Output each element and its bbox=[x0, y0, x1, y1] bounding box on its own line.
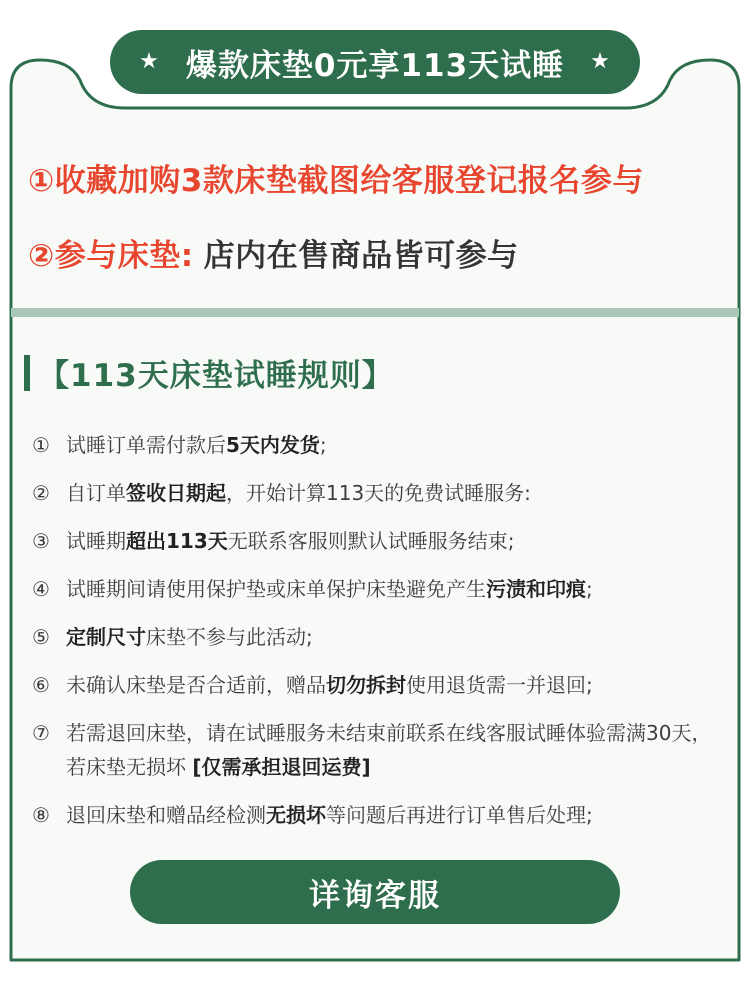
rule-text-part: 试睡订单需付款后 bbox=[66, 433, 226, 457]
star-icon-right: ★ bbox=[590, 49, 611, 74]
rule-text-bold: 5天内发货 bbox=[226, 433, 320, 457]
rule-text-bold: 切勿拆封 bbox=[326, 673, 406, 697]
rule-text-part: 床垫不参与此活动; bbox=[146, 625, 313, 649]
promo-line-2-label: ②参与床垫: bbox=[28, 238, 194, 274]
rule-text-part: 试睡期间请使用保护垫或床单保护床垫避免产生 bbox=[66, 577, 486, 601]
rule-number: ③ bbox=[32, 529, 50, 553]
title-banner bbox=[110, 30, 640, 94]
rule-text-part: 若需退回床垫，请在试睡服务未结束前联系在线客服试睡体验需满30天，若床垫无损坏 bbox=[66, 721, 712, 779]
star-icon-left: ★ bbox=[139, 49, 160, 74]
rule-number: ① bbox=[32, 433, 50, 457]
rule-text-part: 无联系客服则默认试睡服务结束; bbox=[227, 529, 515, 553]
rule-item bbox=[32, 428, 722, 462]
rule-item bbox=[32, 476, 722, 510]
rule-item bbox=[32, 524, 722, 558]
rule-text bbox=[66, 476, 722, 510]
rule-text-part: 退回床垫和赠品经检测 bbox=[66, 803, 266, 827]
rule-text-bold: 签收日期起 bbox=[126, 481, 226, 505]
section-divider bbox=[11, 308, 739, 317]
rule-text-bold: 超出113天 bbox=[126, 529, 228, 553]
rule-number: ⑤ bbox=[32, 625, 50, 649]
rule-text-part: ; bbox=[586, 577, 593, 601]
rule-text bbox=[66, 428, 722, 462]
contact-service-button[interactable]: 详询客服 bbox=[130, 860, 620, 924]
rule-text-bold: 污渍和印痕 bbox=[486, 577, 586, 601]
rule-text bbox=[66, 798, 722, 832]
rules-header bbox=[24, 350, 394, 395]
rule-text-part: 使用退货需一并退回; bbox=[406, 673, 593, 697]
rule-text bbox=[66, 524, 722, 558]
rule-text bbox=[66, 716, 722, 784]
rule-item bbox=[32, 716, 722, 784]
rule-item bbox=[32, 798, 722, 832]
banner-title: 爆款床垫0元享113天试睡 bbox=[185, 47, 565, 84]
rule-item bbox=[32, 668, 722, 702]
rule-text-part: 等问题后再进行订单售后处理; bbox=[326, 803, 593, 827]
rule-text bbox=[66, 668, 722, 702]
rule-text-bold: [仅需承担退回运费] bbox=[192, 755, 371, 779]
rule-text bbox=[66, 572, 722, 606]
rules-header-title: 【113天床垫试睡规则】 bbox=[38, 358, 394, 394]
rule-number: ④ bbox=[32, 577, 50, 601]
promo-line-1: ①收藏加购3款床垫截图给客服登记报名参与 bbox=[28, 163, 644, 199]
rule-text-part: ，开始计算113天的免费试睡服务: bbox=[226, 481, 531, 505]
rule-text-part: ; bbox=[319, 433, 327, 457]
rule-text-part: 未确认床垫是否合适前，赠品 bbox=[66, 673, 326, 697]
rule-text-bold: 定制尺寸 bbox=[66, 625, 146, 649]
rules-list bbox=[32, 428, 722, 846]
rule-number: ⑧ bbox=[32, 803, 50, 827]
header-accent-bar bbox=[24, 355, 30, 391]
rule-text bbox=[66, 620, 722, 654]
rule-item bbox=[32, 572, 722, 606]
rule-text-part: 试睡期 bbox=[66, 529, 126, 553]
rule-number: ② bbox=[32, 481, 50, 505]
rule-item bbox=[32, 620, 722, 654]
promo-line-2-value: 店内在售商品皆可参与 bbox=[203, 238, 519, 274]
rule-text-part: 自订单 bbox=[66, 481, 126, 505]
rule-text-bold: 无损坏 bbox=[266, 803, 326, 827]
rule-number: ⑦ bbox=[32, 721, 50, 745]
rule-number: ⑥ bbox=[32, 673, 50, 697]
promo-line-2 bbox=[28, 230, 519, 275]
